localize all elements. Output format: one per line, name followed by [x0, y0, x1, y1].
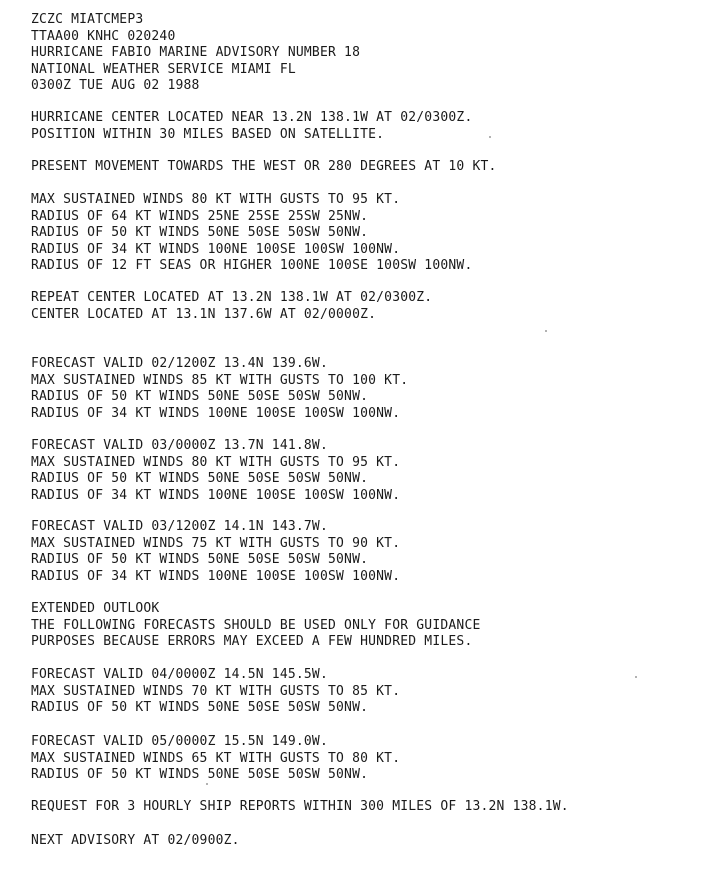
header-line: HURRICANE FABIO MARINE ADVISORY NUMBER 18 [31, 45, 361, 60]
forecast-block-4 [31, 667, 400, 717]
header-line: ZCZC MIATCMEP3 [31, 12, 144, 27]
next-advisory-line: NEXT ADVISORY AT 02/0900Z. [31, 833, 240, 848]
forecast-line: FORECAST VALID 05/0000Z 15.5N 149.0W. [31, 734, 328, 749]
forecast-block-1 [31, 356, 408, 422]
forecast-line: RADIUS OF 50 KT WINDS 50NE 50SE 50SW 50NW. [31, 471, 369, 486]
forecast-line: RADIUS OF 50 KT WINDS 50NE 50SE 50SW 50NW. [31, 700, 369, 715]
repeat-block [31, 290, 432, 323]
header-line: 0300Z TUE AUG 02 1988 [31, 78, 200, 93]
outlook-line: EXTENDED OUTLOOK [31, 601, 160, 616]
scan-speck [635, 676, 637, 678]
movement-block [31, 159, 497, 176]
forecast-line: RADIUS OF 34 KT WINDS 100NE 100SE 100SW 100NW. [31, 487, 401, 503]
winds-line: RADIUS OF 50 KT WINDS 50NE 50SE 50SW 50NW. [31, 225, 369, 240]
center-line: POSITION WITHIN 30 MILES BASED ON SATELLITE. [31, 126, 385, 142]
forecast-line: FORECAST VALID 02/1200Z 13.4N 139.6W. [31, 356, 328, 371]
forecast-line: RADIUS OF 34 KT WINDS 100NE 100SE 100SW 100NW. [31, 568, 401, 584]
forecast-line: MAX SUSTAINED WINDS 70 KT WITH GUSTS TO 85 KT. [31, 683, 401, 699]
forecast-line: FORECAST VALID 04/0000Z 14.5N 145.5W. [31, 667, 328, 682]
winds-line: RADIUS OF 64 KT WINDS 25NE 25SE 25SW 25NW. [31, 208, 369, 224]
forecast-block-3 [31, 519, 400, 585]
center-line: HURRICANE CENTER LOCATED NEAR 13.2N 138.1W AT 02/0300Z. [31, 110, 473, 125]
winds-line: RADIUS OF 12 FT SEAS OR HIGHER 100NE 100SE 100SW 100NW. [31, 258, 473, 273]
request-block [31, 799, 569, 816]
forecast-line: FORECAST VALID 03/1200Z 14.1N 143.7W. [31, 519, 328, 534]
scan-speck [545, 330, 547, 332]
scan-speck [206, 783, 208, 785]
center-block [31, 110, 472, 143]
forecast-block-2 [31, 438, 400, 504]
forecast-block-5 [31, 734, 400, 784]
winds-block [31, 192, 472, 275]
forecast-line: MAX SUSTAINED WINDS 75 KT WITH GUSTS TO 90 KT. [31, 535, 401, 551]
movement-line: PRESENT MOVEMENT TOWARDS THE WEST OR 280 DEGREES AT 10 KT. [31, 159, 497, 174]
forecast-line: RADIUS OF 50 KT WINDS 50NE 50SE 50SW 50NW. [31, 767, 369, 782]
forecast-line: FORECAST VALID 03/0000Z 13.7N 141.8W. [31, 438, 328, 453]
next-advisory-block [31, 833, 240, 850]
outlook-block [31, 601, 481, 651]
request-line: REQUEST FOR 3 HOURLY SHIP REPORTS WITHIN 300 MILES OF 13.2N 138.1W. [31, 799, 569, 814]
header-line: TTAA00 KNHC 020240 [31, 28, 176, 44]
winds-line: RADIUS OF 34 KT WINDS 100NE 100SE 100SW 100NW. [31, 241, 401, 257]
header-line: NATIONAL WEATHER SERVICE MIAMI FL [31, 61, 296, 77]
forecast-line: RADIUS OF 50 KT WINDS 50NE 50SE 50SW 50NW. [31, 389, 369, 404]
repeat-line: CENTER LOCATED AT 13.1N 137.6W AT 02/0000Z. [31, 306, 377, 322]
scan-speck [489, 136, 491, 138]
outlook-line: PURPOSES BECAUSE ERRORS MAY EXCEED A FEW HUNDRED MILES. [31, 634, 473, 649]
outlook-line: THE FOLLOWING FORECASTS SHOULD BE USED ONLY FOR GUIDANCE [31, 617, 481, 633]
forecast-line: MAX SUSTAINED WINDS 65 KT WITH GUSTS TO 80 KT. [31, 750, 401, 766]
winds-line: MAX SUSTAINED WINDS 80 KT WITH GUSTS TO 95 KT. [31, 192, 401, 207]
header-block [31, 12, 360, 95]
forecast-line: RADIUS OF 50 KT WINDS 50NE 50SE 50SW 50NW. [31, 552, 369, 567]
forecast-line: MAX SUSTAINED WINDS 85 KT WITH GUSTS TO 100 KT. [31, 372, 409, 388]
forecast-line: MAX SUSTAINED WINDS 80 KT WITH GUSTS TO 95 KT. [31, 454, 401, 470]
repeat-line: REPEAT CENTER LOCATED AT 13.2N 138.1W AT 02/0300Z. [31, 290, 433, 305]
forecast-line: RADIUS OF 34 KT WINDS 100NE 100SE 100SW 100NW. [31, 405, 401, 421]
